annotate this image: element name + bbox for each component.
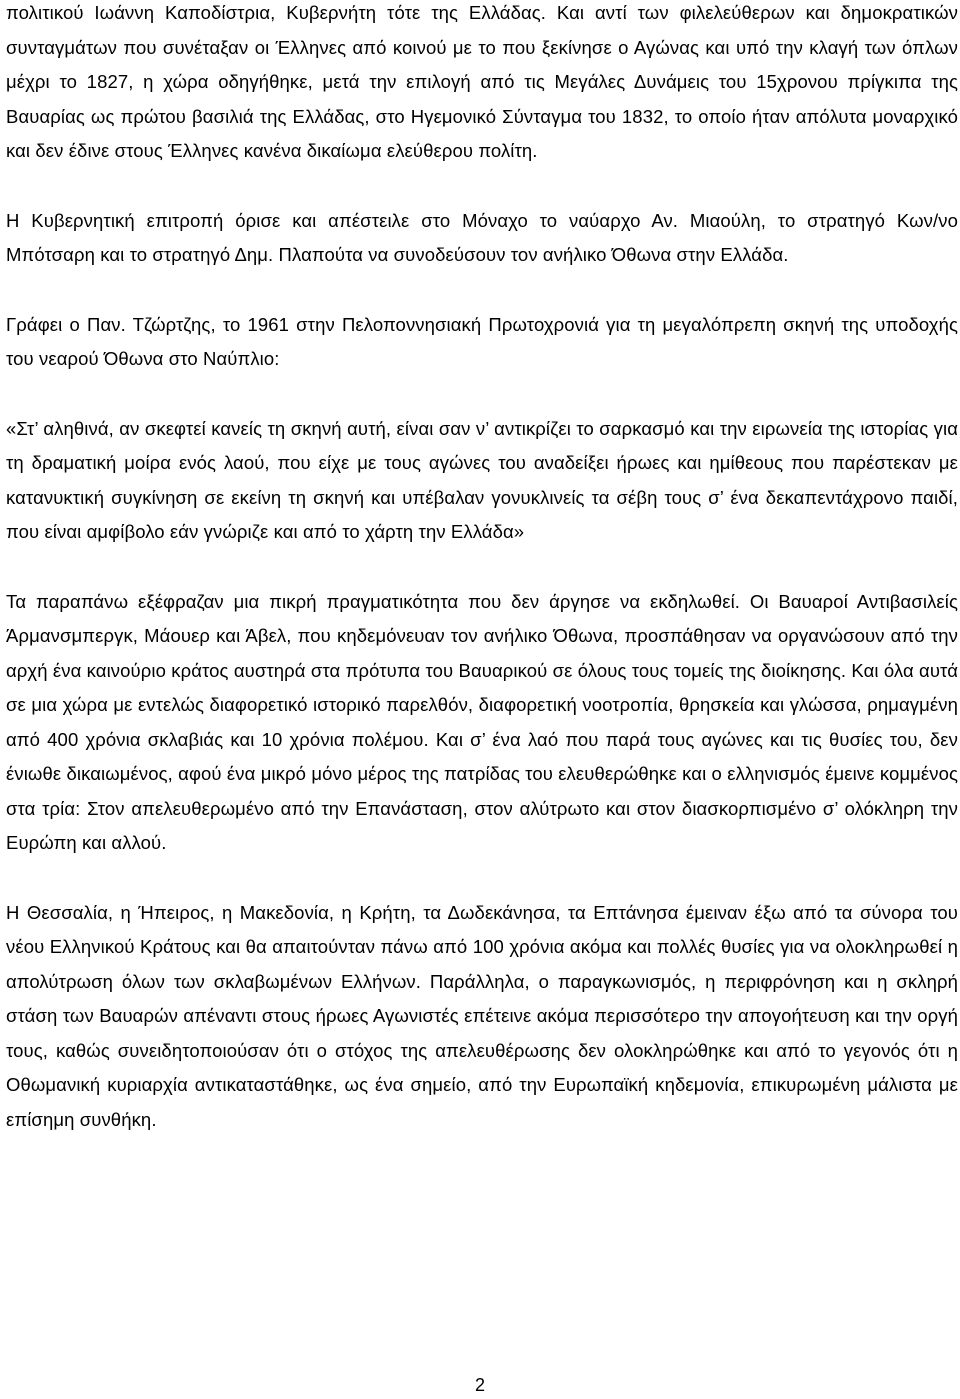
paragraph-bavarian-regents: Τα παραπάνω εξέφραζαν μια πικρή πραγματικότητα που δεν άργησε να εκδηλωθεί. Οι Βαυαροί Αντιβασιλείς Άρμανσμπεργκ, Μάουερ και Άβελ, που κηδεμόνευαν τον ανήλικο Όθωνα, προσπάθησαν να οργανώσουν από την αρχή ένα καινούριο κράτος αυστηρά στα πρότυπα του Βαυαρικού σε όλους τους τομείς της διοίκησης. Και όλα αυτά σε μια χώρα με εντελώς διαφορετικό ιστορικό παρελθόν, διαφορετική νοοτροπία, θρησκεία και γλώσσα, ρημαγμένη από 400 χρόνια σκλαβιάς και 10 χρόνια πολέμου. Και σ’ ένα λαό που παρά τους αγώνες και τις θυσίες του, δεν ένιωθε δικαιωμένος, αφού ένα μικρό μόνο μέρος της πατρίδας του ελευθερώθηκε και ο ελληνισμός έμεινε κομμένος στα τρία: Στον απελευθερωμένο από την Επανάσταση, στον αλύτρωτο και στον διασκορπισμένο σ’ ολόκληρη την Ευρώπη και αλλού. — [6, 590, 958, 853]
paragraph-gap — [6, 550, 958, 585]
paragraph-gap — [6, 861, 958, 896]
paragraph-unredeemed-regions: Η Θεσσαλία, η Ήπειρος, η Μακεδονία, η Κρήτη, τα Δωδεκάνησα, τα Επτάνησα έμειναν έξω από τα σύνορα του νέου Ελληνικού Κράτους και θα απαιτούνταν πάνω από 100 χρόνια ακόμα και πολλές θυσίες για να ολοκληρωθεί η απολύτρωση όλων των σκλαβωμένων Ελλήνων. Παράλληλα, ο παραγκωνισμός, η περιφρόνηση και η σκληρή στάση των Βαυαρών απέναντι στους ήρωες Αγωνιστές επέτεινε ακόμα περισσότερο την απογοήτευση και την οργή τους, καθώς συνειδητοποιούσαν ότι ο στόχος της απελευθέρωσης δεν ολοκληρώθηκε και από το γεγονός ότι η Οθωμανική κυριαρχία αντικαταστάθηκε, ως ένα σημείο, από την Ευρωπαϊκή κηδεμονία, επικυρωμένη μάλιστα με επίσημη συνθήκη. — [6, 901, 958, 1130]
document-page — [6, 0, 960, 1137]
paragraph-gap — [6, 273, 958, 308]
paragraph-gap — [6, 377, 958, 412]
paragraph-committee: Η Κυβερνητική επιτροπή όρισε και απέστειλε στο Μόναχο το ναύαρχο Αν. Μιαούλη, το στρατηγό Κων/νο Μπότσαρη και το στρατηγό Δημ. Πλαπούτα να συνοδεύσουν τον ανήλικο Όθωνα στην Ελλάδα. — [6, 209, 958, 265]
paragraph-tzortzis: Γράφει ο Παν. Τζώρτζης, το 1961 στην Πελοποννησιακή Πρωτοχρονιά για τη μεγαλόπρεπη σκηνή της υποδοχής του νεαρού Όθωνα στο Ναύπλιο: — [6, 313, 958, 369]
page-number: 2 — [474, 1375, 485, 1395]
paragraph-gap — [6, 169, 958, 204]
paragraph-kapodistrias: πολιτικού Ιωάννη Καποδίστρια, Κυβερνήτη τότε της Ελλάδας. Και αντί των φιλελεύθερων και δημοκρατικών συνταγμάτων που συνέταξαν οι Έλληνες από κοινού με το που ξεκίνησε ο Αγώνας και υπό την κλαγή των όπλων μέχρι το 1827, η χώρα οδηγήθηκε, μετά την επιλογή από τις Μεγάλες Δυνάμεις του 15χρονου πρίγκιπα της Βαυαρίας ως πρώτου βασιλιά της Ελλάδας, στο Ηγεμονικό Σύνταγμα του 1832, το οποίο ήταν απόλυτα μοναρχικό και δεν έδινε στους Έλληνες κανένα δικαίωμα ελεύθερου πολίτη. — [6, 2, 958, 161]
paragraph-quote: «Στ’ αληθινά, αν σκεφτεί κανείς τη σκηνή αυτή, είναι σαν ν’ αντικρίζει το σαρκασμό και την ειρωνεία της ιστορίας για τη δραματική μοίρα ενός λαού, που είχε με τους αγώνες του αναδείξει ήρωες και ημίθεους που παρέστεκαν με κατανυκτική συγκίνηση σε εκείνη τη σκηνή και υπέβαλαν γονυκλινείς τα σέβη τους σ’ ένα δεκαπεντάχρονο παιδί, που είναι αμφίβολο εάν γνώριζε και από το χάρτη την Ελλάδα» — [6, 417, 958, 542]
